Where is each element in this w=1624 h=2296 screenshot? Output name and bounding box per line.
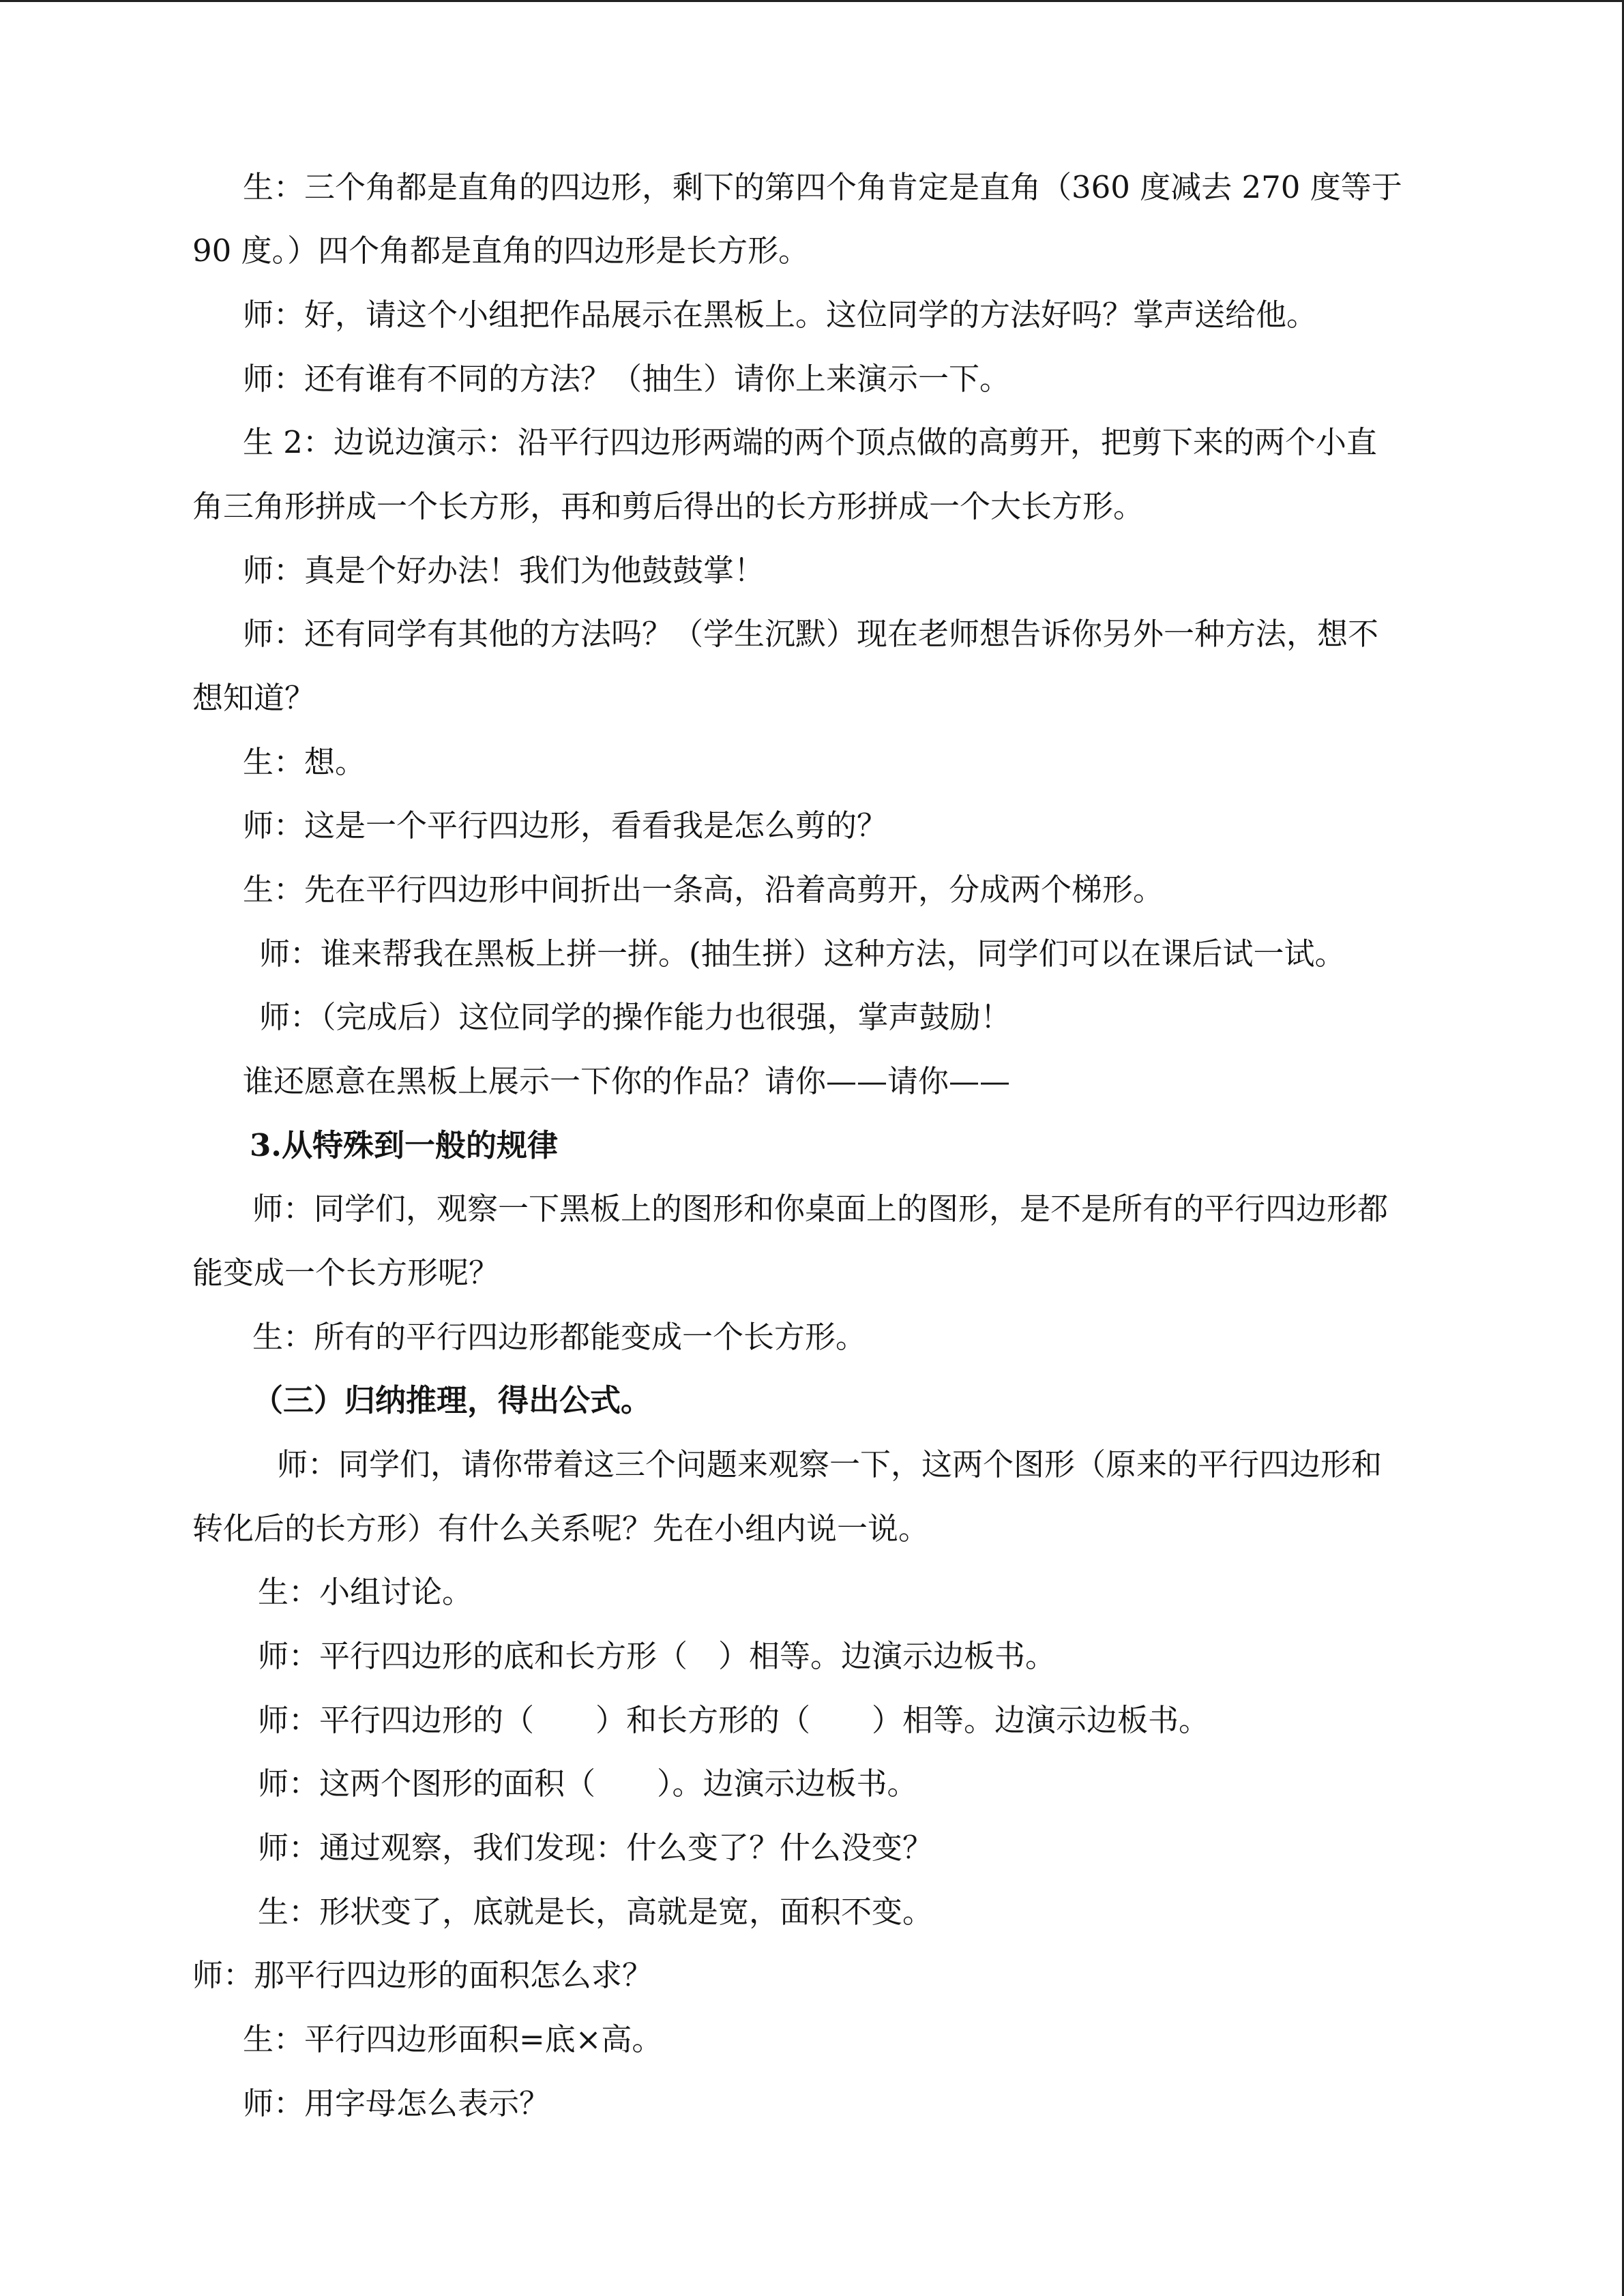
paragraph-line: 师：同学们，观察一下黑板上的图形和你桌面上的图形，是不是所有的平行四边形都 (252, 1191, 1389, 1227)
paragraph-line: 生：所有的平行四边形都能变成一个长方形。 (252, 1319, 867, 1355)
paragraph-line: 角三角形拼成一个长方形，再和剪后得出的长方形拼成一个大长方形。 (192, 488, 1145, 524)
paragraph-line: 生 2：边说边演示：沿平行四边形两端的两个顶点做的高剪开，把剪下来的两个小直 (243, 424, 1377, 460)
paragraph-line: 师：平行四边形的（ ）和长方形的（ ）相等。边演示边板书。 (258, 1702, 1210, 1738)
paragraph-line: 师：通过观察，我们发现：什么变了？什么没变？ (258, 1830, 934, 1866)
paragraph-line: 生：形状变了，底就是长，高就是宽，面积不变。 (258, 1894, 934, 1930)
paragraph-line: 师：这两个图形的面积（ ）。边演示边板书。 (258, 1765, 918, 1802)
paragraph-line: 生：想。 (243, 744, 366, 780)
section-heading: 3.从特殊到一般的规律 (250, 1127, 558, 1163)
paragraph-line: 师：（完成后）这位同学的操作能力也很强，掌声鼓励！ (259, 999, 1012, 1035)
paragraph-line: 师：还有同学有其他的方法吗？（学生沉默）现在老师想告诉你另外一种方法，想不 (243, 616, 1379, 652)
paragraph-line: 师：这是一个平行四边形，看看我是怎么剪的？ (243, 807, 888, 844)
paragraph-line: 90 度。）四个角都是直角的四边形是长方形。 (192, 233, 810, 269)
paragraph-line: 生：先在平行四边形中间折出一条高，沿着高剪开，分成两个梯形。 (243, 871, 1164, 908)
paragraph-line: 师：好，请这个小组把作品展示在黑板上。这位同学的方法好吗？掌声送给他。 (243, 297, 1318, 333)
paragraph-line: 谁还愿意在黑板上展示一下你的作品？请你——请你—— (243, 1063, 1011, 1099)
paragraph-line: 生：平行四边形面积=底×高。 (243, 2021, 663, 2057)
section-heading: （三）归纳推理，得出公式。 (252, 1382, 652, 1418)
paragraph-line: 师：同学们，请你带着这三个问题来观察一下，这两个图形（原来的平行四边形和 (277, 1446, 1383, 1482)
paragraph-line: 师：那平行四边形的面积怎么求？ (192, 1957, 653, 1993)
paragraph-line: 转化后的长方形）有什么关系呢？先在小组内说一说。 (192, 1510, 930, 1547)
paragraph-line: 想知道？ (192, 680, 316, 716)
paragraph-line: 师：还有谁有不同的方法？（抽生）请你上来演示一下。 (243, 361, 1011, 397)
paragraph-line: 师：真是个好办法！我们为他鼓鼓掌！ (243, 552, 765, 588)
paragraph-line: 师：平行四边形的底和长方形（ ）相等。边演示边板书。 (258, 1638, 1057, 1674)
paragraph-line: 生：三个角都是直角的四边形，剩下的第四个角肯定是直角（360 度减去 270 度等于 (243, 169, 1402, 205)
paragraph-line: 师：用字母怎么表示？ (243, 2085, 550, 2121)
page-border-top (0, 0, 1624, 2)
paragraph-line: 师：谁来帮我在黑板上拼一拼。(抽生拼）这种方法，同学们可以在课后试一试。 (259, 936, 1346, 972)
paragraph-line: 能变成一个长方形呢？ (192, 1255, 500, 1291)
paragraph-line: 生：小组讨论。 (258, 1574, 473, 1610)
